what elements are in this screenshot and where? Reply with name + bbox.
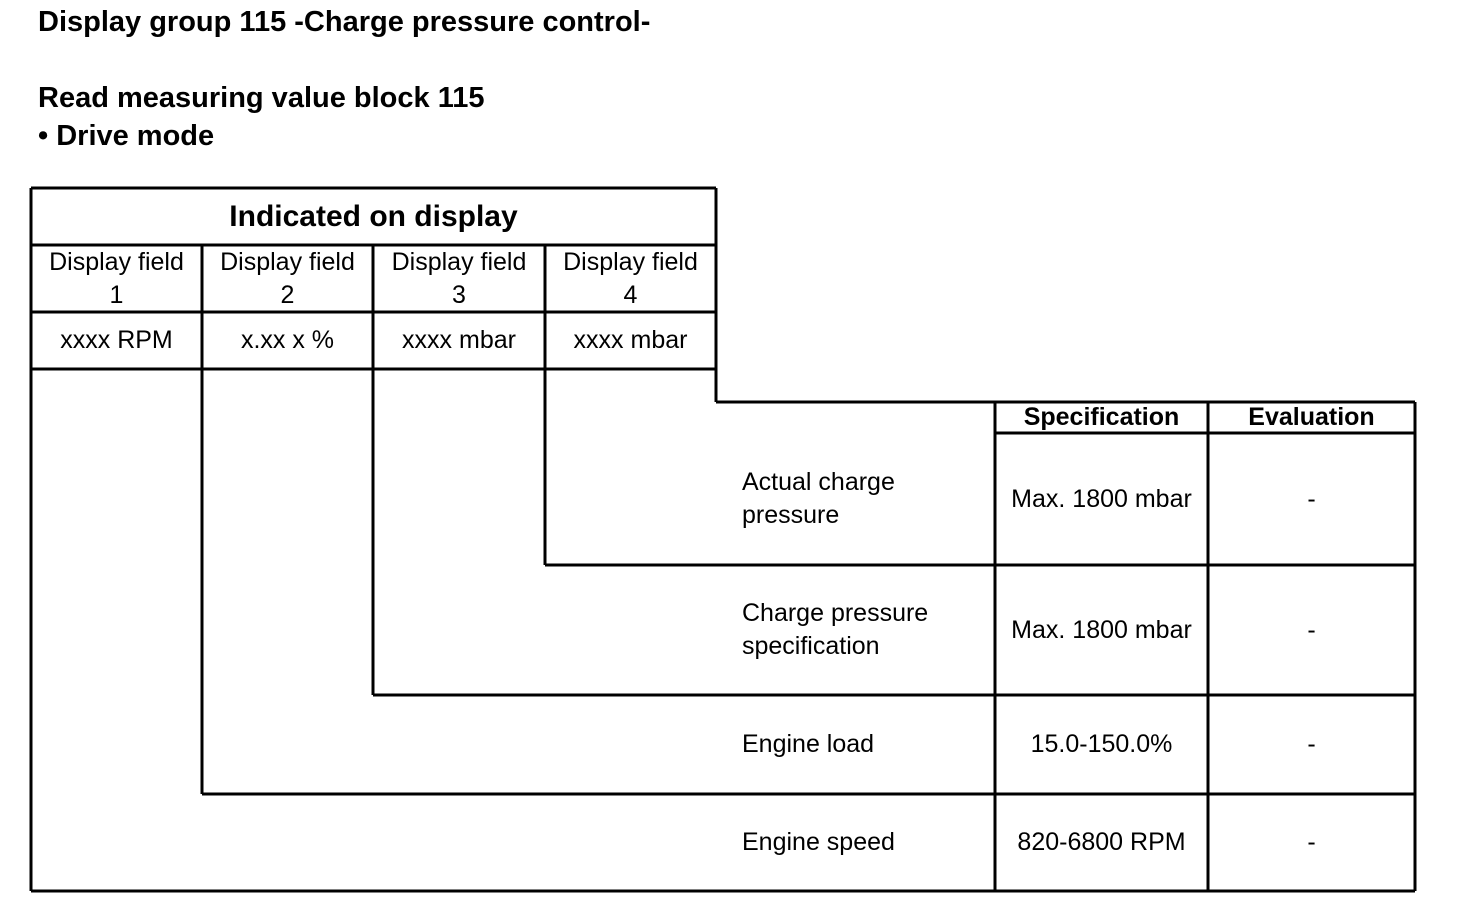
display-field-4-value: xxxx mbar <box>573 326 688 354</box>
row-1-name-line1: Actual charge <box>742 468 895 496</box>
row-engine-speed-name: Engine speed <box>742 828 895 856</box>
display-field-3-label-line1: Display field <box>391 248 527 276</box>
display-field-4-label-line2: 4 <box>623 281 638 309</box>
display-field-4-label <box>545 246 716 312</box>
row-3-specification: 15.0-150.0% <box>1030 730 1173 758</box>
display-table-header: Indicated on display <box>229 199 518 233</box>
block-subtitle: Read measuring value block 115 <box>38 82 485 114</box>
display-field-1-label <box>31 246 202 312</box>
evaluation-column-header: Evaluation <box>1248 403 1375 431</box>
display-field-1-value: xxxx RPM <box>60 326 173 354</box>
row-charge-pressure-specification-name <box>742 565 992 695</box>
display-field-3-value: xxxx mbar <box>402 326 516 354</box>
row-1-specification: Max. 1800 mbar <box>1011 484 1192 513</box>
page-title: Display group 115 -Charge pressure control- <box>38 6 651 38</box>
display-field-2-label <box>202 246 373 312</box>
display-field-2-value: x.xx x % <box>240 326 335 354</box>
display-field-1-label-line1: Display field <box>49 248 184 276</box>
display-field-1-label-line2: 1 <box>109 281 124 309</box>
display-field-3-label <box>373 246 545 312</box>
row-3-evaluation: - <box>1307 730 1316 758</box>
specification-column-header: Specification <box>1023 403 1180 431</box>
display-field-2-label-line1: Display field <box>220 248 355 276</box>
row-1-evaluation: - <box>1307 484 1316 513</box>
row-actual-charge-pressure-name <box>742 433 992 565</box>
row-1-name-line2: pressure <box>742 501 840 529</box>
display-field-2-label-line2: 2 <box>280 281 295 309</box>
row-engine-load-name: Engine load <box>742 730 875 758</box>
mode-bullet: • Drive mode <box>38 120 215 152</box>
row-2-name-line2: specification <box>742 632 880 660</box>
display-field-3-label-line2: 3 <box>452 281 466 309</box>
row-2-name-line1: Charge pressure <box>742 599 929 627</box>
row-4-evaluation: - <box>1307 828 1316 856</box>
row-4-specification: 820-6800 RPM <box>1017 828 1186 856</box>
row-2-evaluation: - <box>1307 615 1316 644</box>
display-field-4-label-line1: Display field <box>563 248 698 276</box>
row-2-specification: Max. 1800 mbar <box>1011 615 1192 644</box>
